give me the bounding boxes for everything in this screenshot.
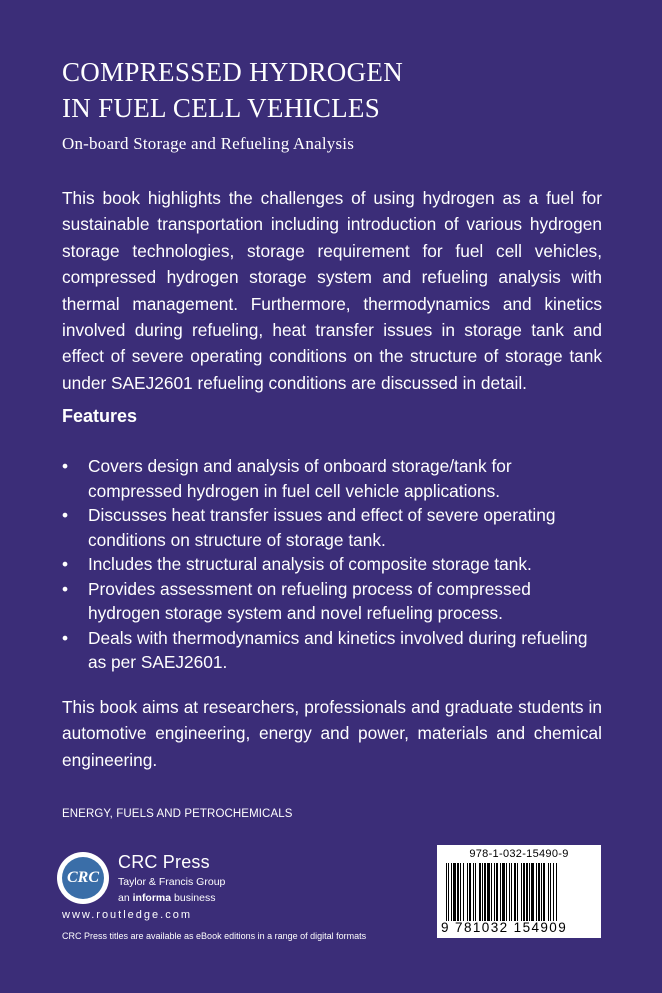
barcode-bar: [502, 863, 505, 921]
barcode-bar: [521, 863, 522, 921]
barcode-bar: [457, 863, 459, 921]
barcode-bar: [487, 863, 490, 921]
barcode-bar: [475, 863, 476, 921]
barcode-bar: [529, 863, 530, 921]
audience-statement: This book aims at researchers, professionals and graduate students in automotive engineering, energy and power, materials and chemical engineering.: [62, 697, 602, 770]
publisher-url[interactable]: www.routledge.com: [62, 909, 192, 921]
barcode-bar: [460, 863, 461, 921]
crc-logo-icon: [57, 852, 109, 904]
barcode-bar: [467, 863, 468, 921]
barcode-bar: [526, 863, 528, 921]
book-title-line-2: IN FUEL CELL VEHICLES: [62, 93, 381, 123]
book-subtitle: On-board Storage and Refueling Analysis: [62, 134, 355, 153]
feature-item: • Covers design and analysis of onboard storage/tank for compressed hydrogen in fuel cell vehicle applications.: [62, 454, 607, 503]
series-name: ENERGY, FUELS AND PETROCHEMICALS: [62, 808, 293, 820]
feature-item: • Deals with thermodynamics and kinetics involved during refueling as per SAEJ2601.: [62, 626, 607, 675]
isbn-bottom-text: 9 781032 154909: [441, 920, 568, 935]
features-heading: Features: [62, 406, 138, 426]
barcode-bar: [494, 863, 495, 921]
barcode-bar: [543, 863, 545, 921]
barcode-bar: [469, 863, 471, 921]
business-suffix: business: [174, 892, 216, 904]
barcode-bar: [509, 863, 510, 921]
feature-item: • Provides assessment on refueling process of compressed hydrogen storage system and novel refueling process.: [62, 577, 607, 626]
barcode-bar: [484, 863, 486, 921]
barcode-bar: [500, 863, 501, 921]
feature-item: • Includes the structural analysis of composite storage tank.: [62, 552, 607, 577]
barcode-bar: [536, 863, 537, 921]
barcode-bar: [479, 863, 481, 921]
barcode-bar: [550, 863, 551, 921]
barcode-bar: [496, 863, 498, 921]
publisher-business-line: [118, 892, 216, 904]
barcode-bar: [514, 863, 516, 921]
book-title-line-1: COMPRESSED HYDROGEN: [62, 57, 403, 87]
barcode-bar: [491, 863, 492, 921]
barcode-bar: [553, 863, 554, 921]
barcode-bar: [463, 863, 464, 921]
barcode-bar: [517, 863, 518, 921]
barcode-bar: [556, 863, 557, 921]
feature-item: • Discusses heat transfer issues and effect of severe operating conditions on structure of storage tank.: [62, 503, 607, 552]
barcode-bar: [538, 863, 540, 921]
barcode-bar: [482, 863, 483, 921]
publisher-group: Taylor & Francis Group: [118, 876, 226, 888]
business-prefix: an: [118, 892, 130, 904]
barcode-bar: [473, 863, 474, 921]
barcode-bar: [453, 863, 456, 921]
barcode-bar: [541, 863, 542, 921]
business-informa: informa: [132, 892, 172, 904]
barcode-bar: [523, 863, 525, 921]
features-list: [62, 454, 607, 675]
barcode-bar: [511, 863, 512, 921]
barcode-bar: [446, 863, 447, 921]
barcode-bars-icon: [446, 863, 592, 921]
isbn-barcode: [437, 845, 601, 938]
barcode-bar: [448, 863, 449, 921]
isbn-top-text: 978-1-032-15490-9: [469, 848, 569, 860]
barcode-bar: [548, 863, 549, 921]
publisher-name: CRC Press: [118, 852, 210, 872]
book-description: This book highlights the challenges of using hydrogen as a fuel for sustainable transportation including introduction of various hydrogen storage technologies, storage requirement for fuel cell vehicles, compressed hydrogen storage system and refueling analysis with thermal management. Furthermore, thermodynamics and kinetics involved during refueling, heat transfer issues in storage tank and effect of severe operating conditions on the structure of storage tank under SAEJ2601 refueling conditions are discussed in detail.: [62, 188, 602, 393]
barcode-bar: [506, 863, 507, 921]
barcode-bar: [451, 863, 452, 921]
ebook-note: CRC Press titles are available as eBook editions in a range of digital formats: [62, 931, 367, 941]
crc-logo-text: CRC: [62, 857, 104, 899]
barcode-bar: [531, 863, 534, 921]
book-title: [62, 54, 622, 126]
